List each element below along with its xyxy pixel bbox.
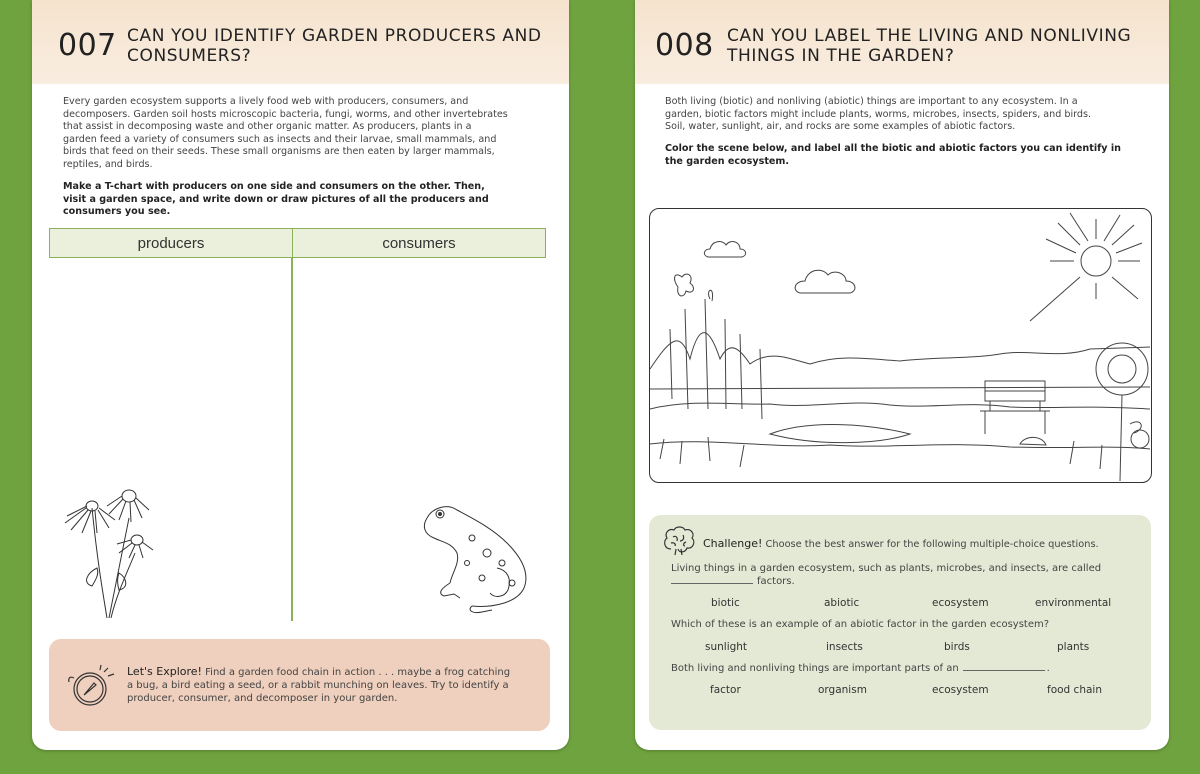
explore-label: Let's Explore! xyxy=(127,665,202,678)
option-birds[interactable]: birds xyxy=(944,641,970,653)
question-3 xyxy=(671,663,1050,674)
text-line: garden feed a variety of consumers such as insects and their larvae, small mammals, and xyxy=(63,133,497,145)
garden-scene-drawing xyxy=(650,209,1150,481)
consumers-header: consumers xyxy=(292,228,546,258)
option-factor[interactable]: factor xyxy=(710,684,741,696)
challenge-box xyxy=(649,515,1151,730)
activity-number: 007 xyxy=(58,28,117,63)
cloud-icon xyxy=(704,242,745,257)
instruction-paragraph xyxy=(665,143,1145,168)
answer-blank[interactable] xyxy=(963,670,1045,671)
sun-icon xyxy=(1081,246,1111,276)
text-line: Every garden ecosystem supports a lively food web with producers, consumers, and xyxy=(63,96,469,107)
title-line: CAN YOU IDENTIFY GARDEN PRODUCERS AND xyxy=(127,26,542,46)
title-line: CAN YOU LABEL THE LIVING AND NONLIVING xyxy=(727,26,1132,46)
text-line: decomposers. Garden soil hosts microscopic bacteria, fungi, worms, and other invertebrates xyxy=(63,108,508,120)
title-line: THINGS IN THE GARDEN? xyxy=(727,46,955,66)
text-line: the garden ecosystem. xyxy=(665,155,790,167)
cloud-icon xyxy=(795,270,855,293)
explore-text xyxy=(127,665,542,705)
option-organism[interactable]: organism xyxy=(818,684,867,696)
text-line: reptiles, and birds. xyxy=(63,158,153,170)
text-line: Find a garden food chain in action . . . maybe a frog catching xyxy=(201,667,511,678)
activity-title xyxy=(127,26,542,66)
title-line: CONSUMERS? xyxy=(127,46,252,66)
challenge-label: Challenge! xyxy=(703,537,763,550)
option-sunlight[interactable]: sunlight xyxy=(705,641,748,653)
left-page xyxy=(32,0,569,750)
text-line: birds that feed on their seeds. These small organisms are then eaten by larger mammals, xyxy=(63,146,495,157)
intro-paragraph xyxy=(63,96,543,171)
frog-illustration xyxy=(412,498,542,618)
activity-title xyxy=(727,26,1131,66)
instruction-paragraph xyxy=(63,181,543,219)
right-page xyxy=(635,0,1169,750)
text-line: consumers you see. xyxy=(63,206,171,217)
text-line: visit a garden space, and write down or draw pictures of all the producers and xyxy=(63,193,489,205)
text-line: factors. xyxy=(757,576,795,587)
answer-blank[interactable] xyxy=(671,583,753,584)
option-abiotic[interactable]: abiotic xyxy=(824,597,860,609)
rock-icon xyxy=(1020,437,1046,445)
text-line: Make a T-chart with producers on one side and consumers on the other. Then, xyxy=(63,181,485,192)
text-line: Choose the best answer for the following multiple-choice questions. xyxy=(762,539,1099,550)
butterfly-icon xyxy=(675,274,694,296)
lets-explore-box xyxy=(49,639,550,731)
question-2: Which of these is an example of an abiotic factor in the garden ecosystem? xyxy=(671,619,1050,630)
option-ecosystem-2[interactable]: ecosystem xyxy=(932,684,989,696)
option-plants[interactable]: plants xyxy=(1057,641,1090,653)
activity-number: 008 xyxy=(655,28,714,63)
producers-header: producers xyxy=(49,228,293,258)
text-line: producer, consumer, and decomposer in your garden. xyxy=(127,693,398,704)
challenge-intro xyxy=(703,537,1099,550)
option-insects[interactable]: insects xyxy=(826,641,863,653)
intro-paragraph xyxy=(665,96,1145,134)
compass-icon xyxy=(64,664,120,710)
option-biotic[interactable]: biotic xyxy=(711,597,740,609)
question-1: Living things in a garden ecosystem, such as plants, microbes, and insects, are called xyxy=(671,563,1102,574)
coneflower-illustration xyxy=(57,478,172,628)
question-1-line2 xyxy=(671,576,795,587)
garden-scene-illustration[interactable] xyxy=(649,208,1152,483)
option-ecosystem[interactable]: ecosystem xyxy=(932,597,989,609)
brain-icon xyxy=(661,525,697,557)
sunflower-icon xyxy=(1108,355,1136,383)
text-line: that assist in decomposing waste and other organic matter. As producers, plants in a xyxy=(63,121,472,132)
option-environmental[interactable]: environmental xyxy=(1035,597,1112,609)
t-chart-divider xyxy=(291,258,293,621)
text-line: garden, biotic factors might include plants, worms, microbes, insects, spiders, and birds. xyxy=(665,108,1092,120)
text-line: Both living and nonliving things are important parts of an xyxy=(671,663,959,674)
option-food-chain[interactable]: food chain xyxy=(1047,684,1102,696)
text-line: Both living (biotic) and nonliving (abiotic) things are important to any ecosystem. In a xyxy=(665,96,1078,107)
text-line: Color the scene below, and label all the biotic and abiotic factors you can identify in xyxy=(665,143,1122,154)
text-line: . xyxy=(1046,663,1050,674)
text-line: a bug, a bird eating a seed, or a rabbit munching on leaves. Try to identify a xyxy=(127,680,509,691)
text-line: Soil, water, sunlight, air, and rocks are some examples of abiotic factors. xyxy=(665,121,1016,132)
